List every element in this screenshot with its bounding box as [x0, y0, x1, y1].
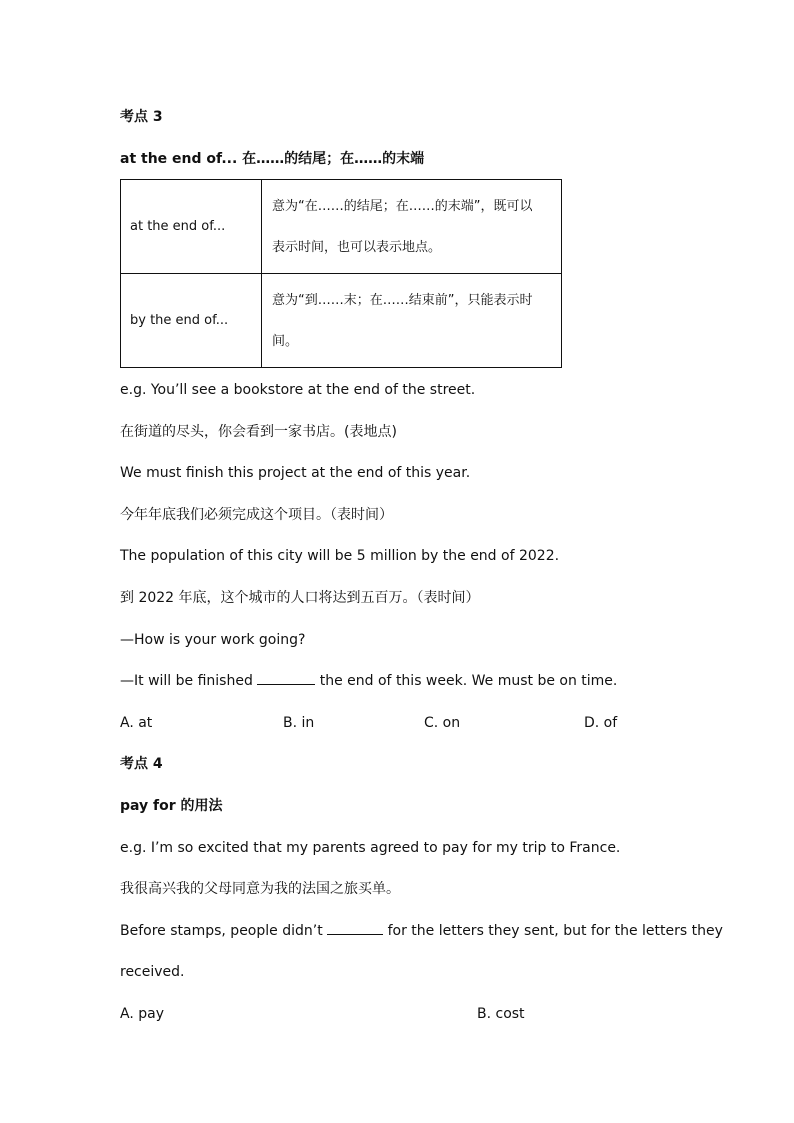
- option-d: D. of: [584, 715, 618, 731]
- option-b: B. in: [283, 715, 315, 731]
- table-row: [121, 274, 562, 368]
- definition-table: [120, 179, 562, 368]
- example-line: 在街道的尽头，你会看到一家书店。(表地点): [120, 424, 397, 440]
- section4-heading: 考点 4: [120, 756, 163, 772]
- table-desc: [262, 274, 562, 368]
- question-line: [120, 672, 617, 690]
- example-line: We must finish this project at the end of this year.: [120, 465, 471, 481]
- question-text: the end of this week. We must be on time.: [315, 673, 618, 689]
- table-desc-line: 意为“到……末；在……结束前”，只能表示时: [272, 292, 533, 308]
- example-line: 到 2022 年底，这个城市的人口将达到五百万。（表时间）: [120, 590, 480, 606]
- table-desc-line: 间。: [272, 333, 299, 349]
- question-text: —It will be finished: [120, 673, 258, 689]
- option-a: A. pay: [120, 1006, 164, 1022]
- answer-blank: [257, 672, 315, 685]
- table-desc-line: 意为“在……的结尾；在……的末端”，既可以: [272, 198, 533, 214]
- example-line: The population of this city will be 5 million by the end of 2022.: [120, 548, 560, 564]
- table-desc-line: 表示时间，也可以表示地点。: [272, 239, 442, 255]
- section3-heading: 考点 3: [120, 109, 163, 125]
- option-b: B. cost: [477, 1006, 525, 1022]
- table-row: [121, 180, 562, 274]
- example-line: 今年年底我们必须完成这个项目。（表时间）: [120, 507, 393, 523]
- example-line: e.g. I’m so excited that my parents agreed to pay for my trip to France.: [120, 840, 621, 856]
- answer-blank: [327, 922, 383, 935]
- option-a: A. at: [120, 715, 153, 731]
- example-line: —How is your work going?: [120, 632, 306, 648]
- question-text: for the letters they sent, but for the letters they: [383, 923, 723, 939]
- table-desc: [262, 180, 562, 274]
- table-term: at the end of...: [121, 180, 262, 274]
- option-c: C. on: [424, 715, 461, 731]
- example-line: e.g. You’ll see a bookstore at the end of the street.: [120, 382, 476, 398]
- example-line: 我很高兴我的父母同意为我的法国之旅买单。: [120, 881, 400, 897]
- question-line: [120, 922, 723, 940]
- table-term: by the end of...: [121, 274, 262, 368]
- question-line: received.: [120, 964, 185, 980]
- section4-title: pay for 的用法: [120, 798, 223, 814]
- question-text: Before stamps, people didn’t: [120, 923, 328, 939]
- section3-title: at the end of... 在……的结尾；在……的末端: [120, 151, 425, 167]
